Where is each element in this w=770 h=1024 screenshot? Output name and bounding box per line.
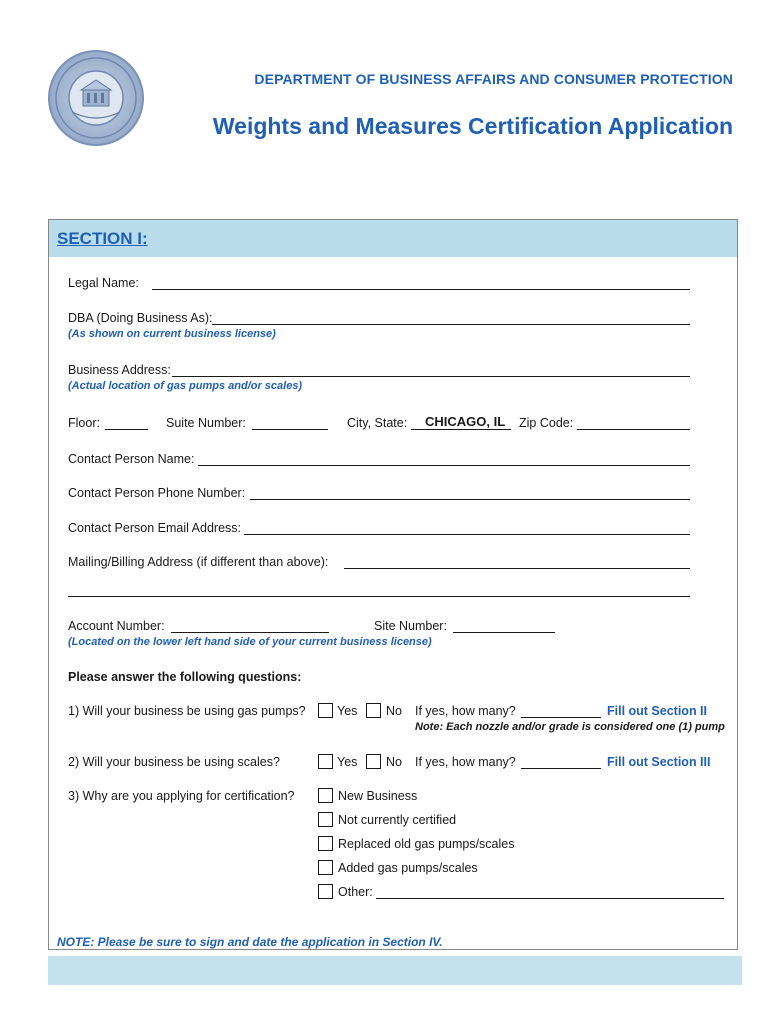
sign-date-note: NOTE: Please be sure to sign and date the application in Section IV. bbox=[57, 935, 443, 949]
q3-other-label: Other: bbox=[338, 885, 373, 899]
seal-graphic bbox=[50, 52, 142, 144]
mailing-address-label: Mailing/Billing Address (if different than above): bbox=[68, 555, 329, 569]
contact-phone-label: Contact Person Phone Number: bbox=[68, 486, 246, 500]
q3-new-business-checkbox[interactable] bbox=[318, 788, 333, 803]
business-address-label: Business Address: bbox=[68, 363, 171, 377]
contact-name-label: Contact Person Name: bbox=[68, 452, 195, 466]
q3-added-label: Added gas pumps/scales bbox=[338, 861, 478, 875]
question-2-label: 2) Will your business be using scales? bbox=[68, 755, 280, 769]
city-state-label: City, State: bbox=[347, 416, 408, 430]
q3-other-checkbox[interactable] bbox=[318, 884, 333, 899]
city-state-field[interactable] bbox=[411, 429, 511, 430]
floor-field[interactable] bbox=[105, 429, 148, 430]
business-address-note: (Actual location of gas pumps and/or scales) bbox=[68, 380, 303, 392]
q3-replaced-checkbox[interactable] bbox=[318, 836, 333, 851]
city-seal-logo bbox=[48, 50, 144, 146]
contact-email-field[interactable] bbox=[244, 534, 690, 535]
q3-new-business-label: New Business bbox=[338, 789, 418, 803]
suite-number-label: Suite Number: bbox=[166, 416, 246, 430]
dba-note: (As shown on current business license) bbox=[68, 328, 276, 340]
seal-text bbox=[50, 52, 51, 53]
business-address-field[interactable] bbox=[172, 376, 690, 377]
section-title: SECTION I: bbox=[57, 229, 148, 248]
q2-no-checkbox[interactable] bbox=[366, 754, 381, 769]
contact-phone-field[interactable] bbox=[250, 499, 690, 500]
account-number-label: Account Number: bbox=[68, 619, 165, 633]
q1-no-checkbox[interactable] bbox=[366, 703, 381, 718]
site-number-field[interactable] bbox=[453, 632, 555, 633]
q2-yes-checkbox[interactable] bbox=[318, 754, 333, 769]
q1-yes-checkbox[interactable] bbox=[318, 703, 333, 718]
q3-not-certified-checkbox[interactable] bbox=[318, 812, 333, 827]
q1-no-label: No bbox=[386, 704, 402, 718]
q1-pump-note: Note: Each nozzle and/or grade is considered one (1) pump bbox=[415, 721, 725, 733]
q2-how-many-label: If yes, how many? bbox=[415, 755, 516, 769]
legal-name-label: Legal Name: bbox=[68, 276, 139, 290]
dba-field[interactable] bbox=[212, 324, 690, 325]
q2-how-many-field[interactable] bbox=[521, 768, 601, 769]
department-name: DEPARTMENT OF BUSINESS AFFAIRS AND CONSUMER PROTECTION bbox=[254, 71, 733, 87]
question-3-label: 3) Why are you applying for certification? bbox=[68, 789, 295, 803]
dba-label: DBA (Doing Business As): bbox=[68, 311, 213, 325]
q1-how-many-label: If yes, how many? bbox=[415, 704, 516, 718]
mailing-address-field-line2[interactable] bbox=[68, 596, 690, 597]
q2-no-label: No bbox=[386, 755, 402, 769]
contact-email-label: Contact Person Email Address: bbox=[68, 521, 241, 535]
question-1-label: 1) Will your business be using gas pumps? bbox=[68, 704, 306, 718]
page-title: Weights and Measures Certification Application bbox=[212, 113, 733, 139]
q1-yes-label: Yes bbox=[337, 704, 358, 718]
contact-name-field[interactable] bbox=[198, 465, 690, 466]
zip-code-field[interactable] bbox=[577, 429, 690, 430]
section-header-bar bbox=[49, 220, 737, 257]
q3-not-certified-label: Not currently certified bbox=[338, 813, 457, 827]
q1-how-many-field[interactable] bbox=[521, 717, 601, 718]
account-number-field[interactable] bbox=[171, 632, 329, 633]
q2-yes-label: Yes bbox=[337, 755, 358, 769]
section-footer-bar bbox=[48, 956, 742, 985]
site-number-label: Site Number: bbox=[374, 619, 447, 633]
legal-name-field[interactable] bbox=[152, 289, 690, 290]
zip-code-label: Zip Code: bbox=[519, 416, 574, 430]
questions-heading: Please answer the following questions: bbox=[68, 670, 302, 684]
q3-replaced-label: Replaced old gas pumps/scales bbox=[338, 837, 515, 851]
account-number-note: (Located on the lower left hand side of your current business license) bbox=[68, 636, 432, 648]
q3-added-checkbox[interactable] bbox=[318, 860, 333, 875]
q3-other-field[interactable] bbox=[376, 898, 724, 899]
suite-number-field[interactable] bbox=[252, 429, 328, 430]
floor-label: Floor: bbox=[68, 416, 100, 430]
q2-fill-section-iii: Fill out Section III bbox=[607, 755, 711, 769]
city-state-value: CHICAGO, IL bbox=[425, 414, 506, 429]
q1-fill-section-ii: Fill out Section II bbox=[607, 704, 707, 718]
mailing-address-field[interactable] bbox=[344, 568, 690, 569]
